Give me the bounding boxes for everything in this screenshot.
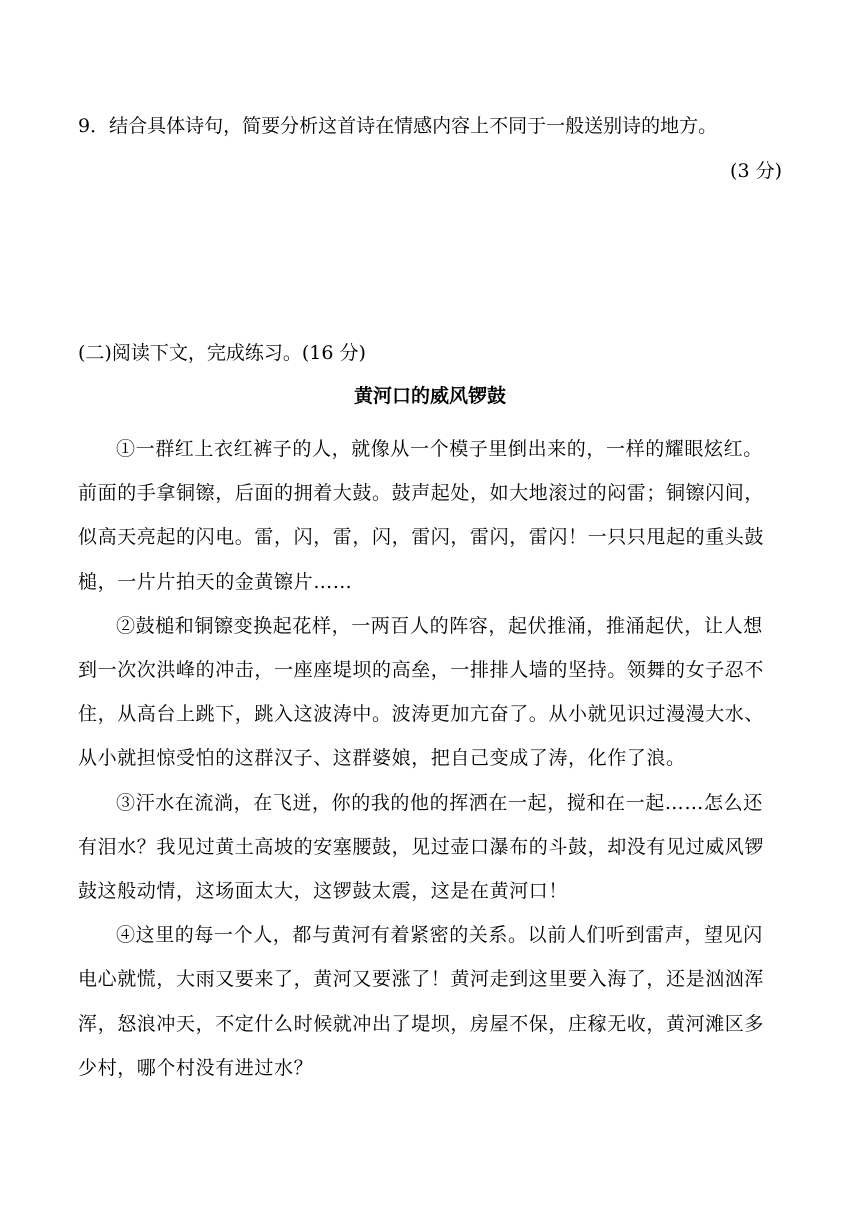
article-paragraph-1: ①一群红上衣红裤子的人，就像从一个模子里倒出来的，一样的耀眼炫红。前面的手拿铜镲，后面的拥着大鼓。鼓声起处，如大地滚过的闷雷；铜镲闪间，似高天亮起的闪电。雷，闪，雷，闪，雷闪，雷闪，雷闪！一只只甩起的重头鼓槌，一片片拍天的金黄镲片…… [78, 438, 765, 593]
article-body [78, 427, 782, 1090]
article-title: 黄河口的威风锣鼓 [353, 385, 506, 407]
article-paragraph-2: ②鼓槌和铜镲变换起花样，一两百人的阵容，起伏推涌，推涌起伏，让人想到一次次洪峰的冲击，一座座堤坝的高垒，一排排人墙的坚持。领舞的女子忍不住，从高台上跳下，跳入这波涛中。波涛更加亢奋了。从小就见识过漫漫大水、从小就担惊受怕的这群汉子、这群婆娘，把自己变成了涛，化作了浪。 [78, 614, 765, 770]
question-9-text: 9．结合具体诗句，简要分析这首诗在情感内容上不同于一般送别诗的地方。 [78, 115, 718, 137]
document-page [78, 0, 782, 1216]
article-paragraph-3: ③汗水在流淌，在飞迸，你的我的他的挥洒在一起，搅和在一起……怎么还有泪水？我见过黄土高坡的安塞腰鼓，见过壶口瀑布的斗鼓，却没有见过威风锣鼓这般动情，这场面太大，这锣鼓太震，这是在黄河口！ [78, 791, 765, 903]
section-heading: (二)阅读下文，完成练习。(16 分) [78, 342, 366, 364]
question-9-score: (3 分) [730, 160, 782, 182]
article-paragraph-4: ④这里的每一个人，都与黄河有着紧密的关系。以前人们听到雷声，望见闪电心就慌，大雨又要来了，黄河又要涨了！黄河走到这里要入海了，还是汹汹浑浑，怒浪冲天，不定什么时候就冲出了堤坝，房屋不保，庄稼无收，黄河滩区多少村，哪个村没有进过水？ [78, 924, 765, 1079]
